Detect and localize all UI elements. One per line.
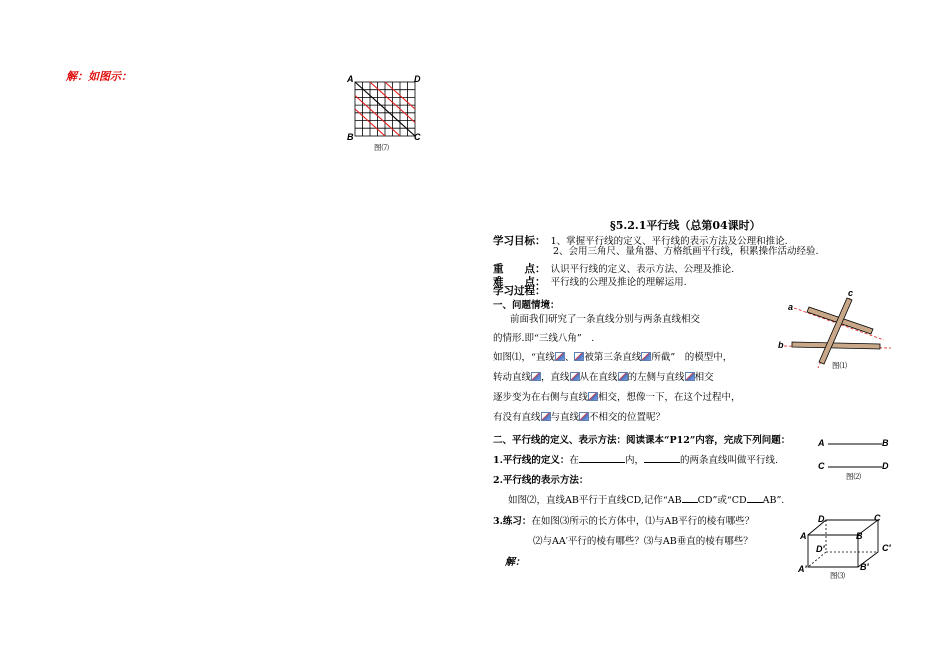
process-label: 学习过程： bbox=[493, 285, 546, 297]
key-text: 认识平行线的定义、表示方法、公理及推论. bbox=[550, 264, 735, 275]
goals-item-2: 2、会用三角尺、量角器、方格纸画平行线，积累操作活动经验. bbox=[553, 246, 819, 257]
fig3-label-b1: B′ bbox=[860, 562, 869, 572]
sec1-line-6 bbox=[493, 409, 665, 423]
fig2-label-c: C bbox=[818, 461, 825, 471]
fig2-caption: 图⑵ bbox=[846, 472, 861, 481]
fig1-label-c: c bbox=[848, 288, 854, 298]
text-span: 、 bbox=[564, 352, 575, 363]
q1-line bbox=[493, 452, 778, 466]
fig3-label-a1: A′ bbox=[798, 564, 807, 574]
text-span: AB”. bbox=[762, 495, 785, 506]
text-span: 如图⑵，直线AB平行于直线CD,记作“AB bbox=[508, 495, 682, 506]
line-symbol-icon bbox=[685, 372, 695, 381]
line-symbol-icon bbox=[570, 372, 580, 381]
text-span: 在如图⑶所示的长方体中，⑴与AB平行的棱有哪些？ bbox=[531, 516, 755, 527]
fig3-label-c1: C′ bbox=[882, 543, 891, 553]
blank-field[interactable] bbox=[747, 493, 763, 503]
text-span: ，直线 bbox=[541, 372, 570, 383]
fig1-label-a: a bbox=[788, 302, 794, 312]
q2-label: 2.平行线的表示方法： bbox=[493, 475, 589, 486]
answer-label: 解： bbox=[505, 557, 525, 568]
text-span: 从在直线 bbox=[579, 372, 618, 383]
text-span: 在 bbox=[569, 455, 579, 466]
fig3-label-d: D bbox=[818, 514, 825, 524]
section-1-heading: 一、问题情境： bbox=[493, 300, 560, 311]
sec1-line-5 bbox=[493, 389, 741, 403]
fig3-caption: 图⑶ bbox=[830, 571, 845, 580]
sec1-line-1: 前面我们研究了一条直线分别与两条直线相交 bbox=[510, 314, 701, 325]
goals-item-1: 1、掌握平行线的定义、平行线的表示方法及公理和推论. bbox=[550, 236, 788, 247]
fig1-label-b: b bbox=[778, 340, 784, 350]
sec1-line-3 bbox=[493, 349, 732, 363]
fig7-label-c: C bbox=[414, 132, 421, 142]
line-symbol-icon bbox=[641, 352, 651, 361]
figure-2 bbox=[816, 438, 896, 482]
text-span: 不相交的位置呢？ bbox=[589, 412, 666, 423]
line-symbol-icon bbox=[574, 352, 584, 361]
text-span: 与直线 bbox=[550, 412, 580, 423]
figure-3 bbox=[796, 512, 906, 580]
text-span: 所截” 的模型中， bbox=[651, 352, 733, 363]
difficulty-label: 难 点： bbox=[493, 276, 546, 288]
text-span: 相交，想像一下，在这个过程中， bbox=[598, 392, 741, 403]
line-symbol-icon bbox=[579, 412, 589, 421]
text-span: CD”或“CD bbox=[697, 495, 747, 506]
text-span: 如图⑴，“直线 bbox=[493, 352, 555, 363]
line-symbol-icon bbox=[588, 392, 598, 401]
line-symbol-icon bbox=[531, 372, 541, 381]
text-span: 有没有直线 bbox=[493, 412, 541, 423]
fig7-label-d: D bbox=[414, 74, 421, 84]
fig3-label-b: B bbox=[856, 531, 863, 541]
goals-label: 学习目标： bbox=[493, 235, 546, 247]
fig7-label-b: B bbox=[347, 132, 354, 142]
fig2-label-b: B bbox=[882, 438, 889, 448]
line-symbol-icon bbox=[541, 412, 551, 421]
line-symbol-icon bbox=[555, 352, 565, 361]
sec1-line-2: 的情形.即“三线八角” . bbox=[493, 333, 595, 344]
left-answer-note: 解：如图示： bbox=[66, 70, 132, 83]
q2-line bbox=[508, 492, 784, 506]
text-span: 的左侧与直线 bbox=[627, 372, 685, 383]
fig7-label-a: A bbox=[347, 74, 354, 84]
text-span: 被第三条直线 bbox=[584, 352, 642, 363]
sec1-line-4 bbox=[493, 369, 714, 383]
blank-field[interactable] bbox=[682, 493, 698, 503]
text-span: 的两条直线叫做平行线. bbox=[679, 455, 778, 466]
text-span: 转动直线 bbox=[493, 372, 532, 383]
key-label: 重 点： bbox=[493, 263, 546, 275]
q1-label: 1.平行线的定义： bbox=[493, 455, 570, 466]
fig3-label-d1: D′ bbox=[816, 544, 825, 554]
blank-field[interactable] bbox=[644, 453, 680, 463]
difficulty-text: 平行线的公理及推论的理解运用. bbox=[550, 277, 687, 288]
fig3-label-c: C bbox=[874, 513, 881, 523]
q3-label: 3.练习： bbox=[493, 516, 532, 527]
fig7-caption: 图⑺ bbox=[374, 143, 389, 152]
fig2-label-a: A bbox=[818, 438, 825, 448]
q3-line bbox=[493, 513, 754, 527]
text-span: 逐步变为在右侧与直线 bbox=[493, 392, 589, 403]
fig2-label-d: D bbox=[882, 461, 889, 471]
line-symbol-icon bbox=[618, 372, 628, 381]
figure-7 bbox=[344, 72, 424, 158]
text-span: 内， bbox=[624, 455, 644, 466]
blank-field[interactable] bbox=[579, 453, 625, 463]
q3-line-2: ⑵与AA′平行的棱有哪些？⑶与AB垂直的棱有哪些？ bbox=[533, 536, 753, 547]
fig3-label-a: A bbox=[800, 531, 807, 541]
figure-1 bbox=[776, 288, 896, 372]
section-2-heading: 二、平行线的定义、表示方法：阅读课本“P12”内容，完成下列问题： bbox=[493, 435, 791, 446]
text-span: 相交 bbox=[694, 372, 714, 383]
fig1-caption: 图⑴ bbox=[832, 361, 847, 370]
lesson-title: §5.2.1平行线（总第04课时） bbox=[610, 219, 761, 232]
